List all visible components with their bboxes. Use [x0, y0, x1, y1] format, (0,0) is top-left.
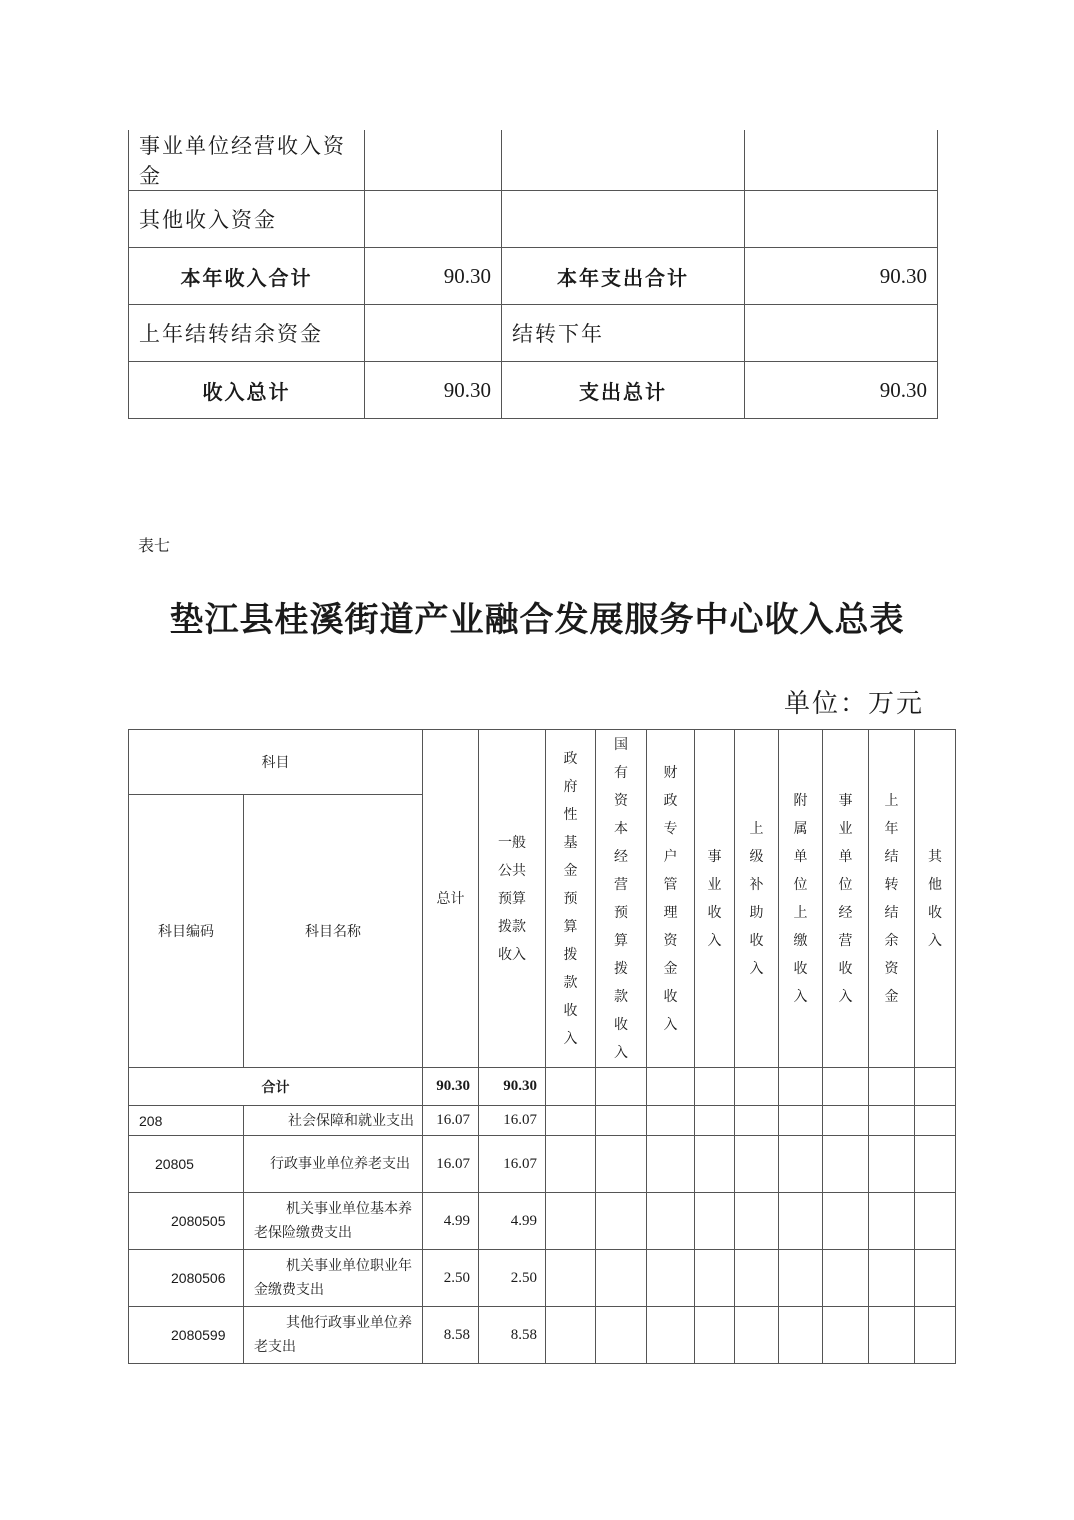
cell-value: 90.30	[745, 362, 938, 419]
header-general-budget: 一般公共预算拨款收入	[479, 730, 546, 1068]
table-row	[129, 130, 938, 191]
header-fiscal-special: 财政专户管理资金收入	[647, 730, 695, 1068]
header-carryover: 上年结转结余资金	[869, 730, 915, 1068]
cell-value	[745, 191, 938, 248]
cell-total: 90.30	[423, 1068, 479, 1106]
row-label: 支出总计	[502, 362, 745, 419]
cell-general: 2.50	[479, 1250, 546, 1307]
cell-total: 16.07	[423, 1136, 479, 1193]
cell-general: 4.99	[479, 1193, 546, 1250]
cell-value	[365, 191, 502, 248]
header-superior-subsidy: 上级补助收入	[735, 730, 779, 1068]
cell-name: 其他行政事业单位养老支出	[244, 1307, 423, 1364]
row-label: 上年结转结余资金	[129, 305, 365, 362]
cell-value: 90.30	[745, 248, 938, 305]
row-label: 其他收入资金	[129, 191, 365, 248]
total-row	[129, 1068, 956, 1106]
cell-code: 20805	[129, 1136, 244, 1193]
cell-name: 行政事业单位养老支出	[244, 1136, 423, 1193]
cell-general: 90.30	[479, 1068, 546, 1106]
cell-name: 机关事业单位基本养老保险缴费支出	[244, 1193, 423, 1250]
cell-name: 社会保障和就业支出	[244, 1106, 423, 1136]
table-row	[129, 362, 938, 419]
header-row	[129, 730, 956, 795]
header-state-capital: 国有资本经营预算拨款收入	[596, 730, 647, 1068]
table-row	[129, 305, 938, 362]
header-code: 科目编码	[129, 795, 244, 1068]
cell-total: 8.58	[423, 1307, 479, 1364]
table-row	[129, 248, 938, 305]
header-other-income: 其他收入	[915, 730, 956, 1068]
table-row	[129, 1193, 956, 1250]
header-total: 总计	[423, 730, 479, 1068]
cell-general: 8.58	[479, 1307, 546, 1364]
table-number: 表七	[138, 536, 171, 555]
page-title: 垫江县桂溪街道产业融合发展服务中心收入总表	[169, 600, 905, 640]
income-summary-table	[128, 729, 956, 1364]
row-label	[502, 191, 745, 248]
table-row	[129, 1250, 956, 1307]
cell-value	[745, 130, 938, 191]
cell-total: 2.50	[423, 1250, 479, 1307]
cell-value	[365, 130, 502, 191]
table-row	[129, 1136, 956, 1193]
table-row	[129, 1106, 956, 1136]
row-label: 本年收入合计	[129, 248, 365, 305]
cell-general: 16.07	[479, 1106, 546, 1136]
table-row	[129, 1307, 956, 1364]
header-name: 科目名称	[244, 795, 423, 1068]
header-business-income: 事业收入	[695, 730, 735, 1068]
cell-name: 机关事业单位职业年金缴费支出	[244, 1250, 423, 1307]
row-label: 事业单位经营收入资金	[129, 130, 365, 191]
cell-value: 90.30	[365, 362, 502, 419]
cell-value: 90.30	[365, 248, 502, 305]
summary-table	[128, 130, 938, 419]
cell-general: 16.07	[479, 1136, 546, 1193]
cell-value	[365, 305, 502, 362]
unit-label: 单位：万元	[784, 689, 925, 719]
cell-total: 4.99	[423, 1193, 479, 1250]
cell-total: 16.07	[423, 1106, 479, 1136]
row-label	[502, 130, 745, 191]
cell-code: 208	[129, 1106, 244, 1136]
cell-code: 2080506	[129, 1250, 244, 1307]
header-operating: 事业单位经营收入	[823, 730, 869, 1068]
table-row	[129, 191, 938, 248]
header-affiliated: 附属单位上缴收入	[779, 730, 823, 1068]
cell-value	[745, 305, 938, 362]
total-label: 合计	[129, 1068, 423, 1106]
cell-code: 2080599	[129, 1307, 244, 1364]
row-label: 本年支出合计	[502, 248, 745, 305]
cell-code: 2080505	[129, 1193, 244, 1250]
row-label: 收入总计	[129, 362, 365, 419]
row-label: 结转下年	[502, 305, 745, 362]
header-subject: 科目	[129, 730, 423, 795]
header-gov-fund: 政府性基金预算拨款收入	[546, 730, 596, 1068]
